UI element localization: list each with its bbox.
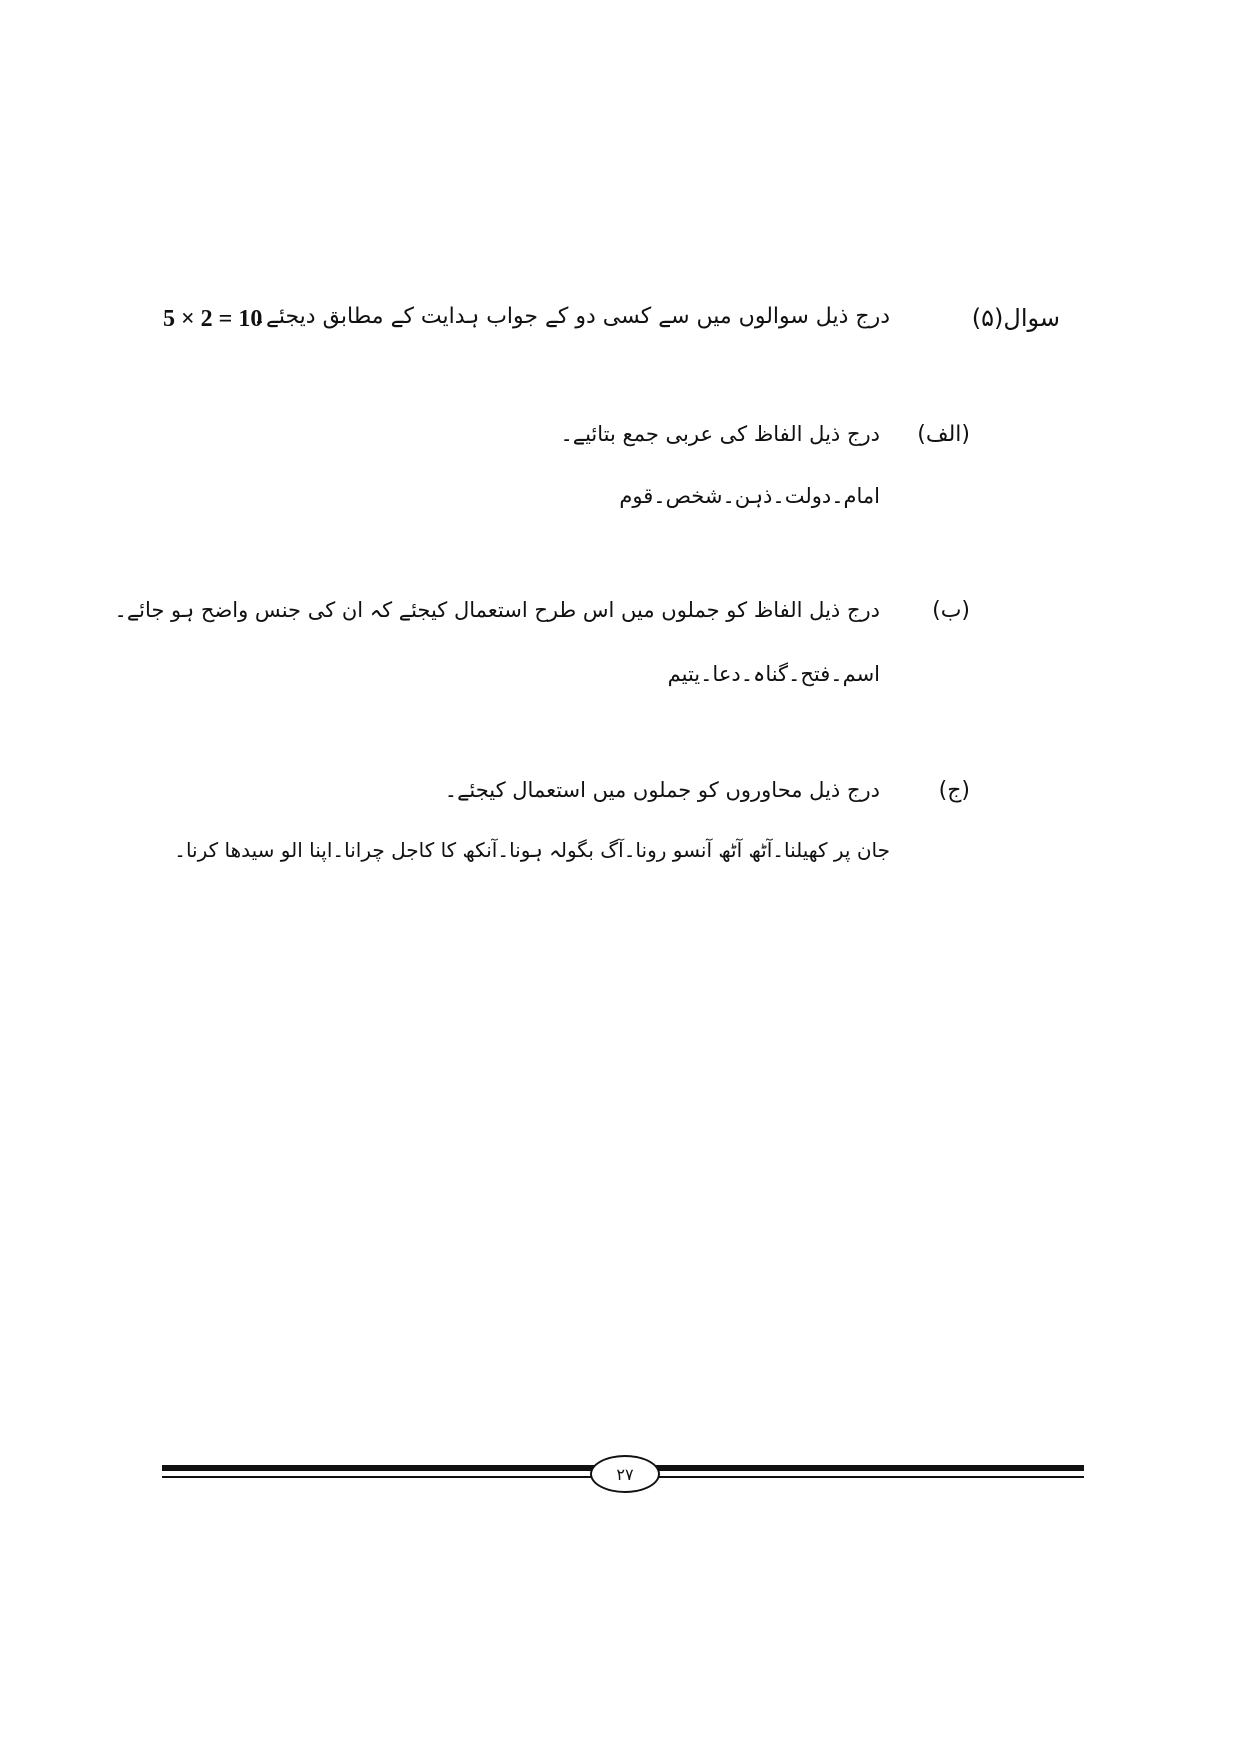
question-number: سوال(۵): [971, 304, 1060, 332]
part-word-list: امام۔دولت۔ذہن۔شخص۔قوم: [619, 484, 880, 508]
part-label: (ج): [938, 778, 970, 803]
part-label: (ب): [932, 598, 970, 623]
part-idiom-list: جان پر کھیلنا۔آٹھ آٹھ آنسو رونا۔آگ بگولہ ہونا۔آنکھ کا کاجل چرانا۔اپنا الو سیدھا کرنا۔: [174, 838, 890, 862]
part-instruction: درج ذیل الفاظ کی عربی جمع بتائیے۔: [560, 422, 880, 446]
question-instruction: درج ذیل سوالوں میں سے کسی دو کے جواب ہدایت کے مطابق دیجئے۔: [253, 304, 890, 329]
part-instruction: درج ذیل محاوروں کو جملوں میں استعمال کیجئے۔: [444, 778, 880, 802]
part-label: (الف): [917, 422, 970, 447]
part-instruction: درج ذیل الفاظ کو جملوں میں اس طرح استعمال کیجئے کہ ان کی جنس واضح ہو جائے۔: [114, 598, 880, 622]
page-number: ۲۷: [616, 1464, 634, 1484]
part-word-list: اسم۔فتح۔گناہ۔دعا۔یتیم: [667, 662, 880, 686]
marks-allocation: 5 × 2 = 10: [163, 306, 263, 332]
page-footer: [162, 1455, 1084, 1495]
page-number-badge: [590, 1455, 660, 1493]
